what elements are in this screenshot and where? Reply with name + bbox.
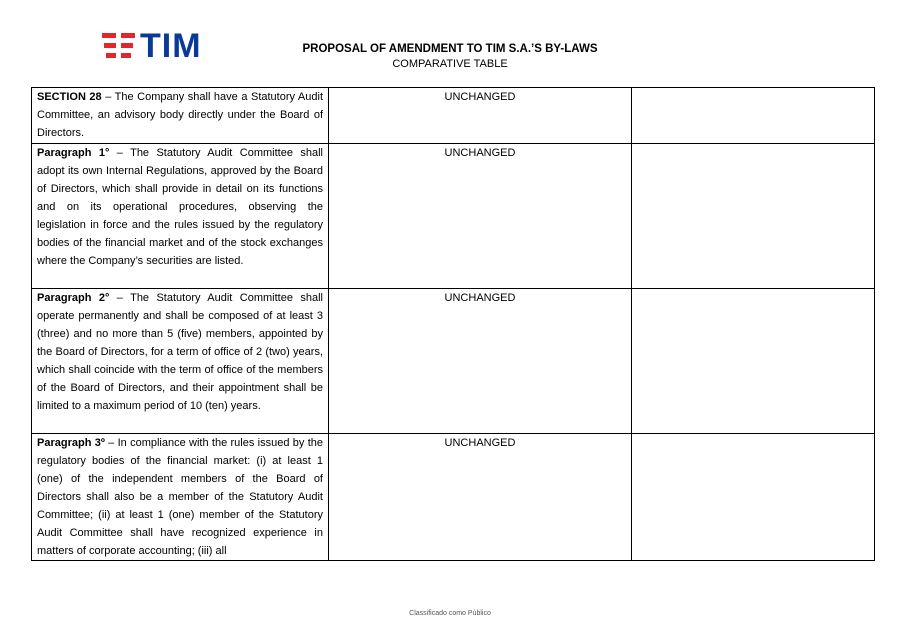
classification-footer: Classificado como Público: [409, 610, 491, 617]
current-text-cell: [32, 144, 329, 289]
proposed-text-cell: [329, 144, 632, 289]
status-text: UNCHANGED: [444, 437, 516, 449]
justification-cell: [632, 88, 875, 144]
current-text-cell: [32, 88, 329, 144]
clause-label: Paragraph 2°: [37, 292, 110, 304]
proposed-text-cell: [329, 289, 632, 434]
status-text: UNCHANGED: [444, 292, 516, 304]
justification-cell: [632, 144, 875, 289]
justification-cell: [632, 434, 875, 561]
clause-text: – In compliance with the rules issued by the regulatory bodies of the financial market: (i) at least 1 (one) of the independent members of the Board of Directors shall also be a member of the Statutory Audit Committee; (ii) at least 1 (one) member of the Statutory Audit Committee shall have recognized experience in matters of corporate accounting; (iii) all: [37, 437, 323, 557]
tim-logo-mark-icon: [102, 32, 136, 60]
clause-text: – The Statutory Audit Committee shall operate permanently and shall be composed of at least 3 (three) and no more than 5 (five) members, appointed by the Board of Directors, for a term of office of 2 (two) years, which shall coincide with the term of office of the members of the Board of Directors, and their appointment shall be limited to a maximum period of 10 (ten) years.: [37, 292, 323, 412]
table-row: [32, 88, 875, 144]
logo-wordmark: TIM: [140, 27, 202, 65]
current-text-cell: [32, 434, 329, 561]
clause-label: SECTION 28: [37, 91, 102, 103]
clause-text: – The Company shall have a Statutory Audit Committee, an advisory body directly under the Board of Directors.: [37, 91, 324, 139]
proposed-text-cell: [329, 434, 632, 561]
table-row: [32, 434, 875, 561]
status-text: UNCHANGED: [444, 91, 516, 103]
tim-logo: [102, 27, 202, 65]
current-text-cell: [32, 289, 329, 434]
status-text: UNCHANGED: [444, 147, 516, 159]
document-title: PROPOSAL OF AMENDMENT TO TIM S.A.’S BY-LAWS: [302, 43, 598, 55]
proposed-text-cell: [329, 88, 632, 144]
clause-label: Paragraph 3º: [37, 437, 105, 449]
table-row: [32, 289, 875, 434]
comparative-table: [31, 87, 875, 561]
document-subtitle: COMPARATIVE TABLE: [392, 58, 508, 70]
clause-text: – The Statutory Audit Committee shall adopt its own Internal Regulations, approved by the Board of Directors, which shall provide in detail on its functions and on its operational procedures, observing the legislation in force and the rules issued by the regulatory bodies of the financial market and of the stock exchanges where the Company’s securities are listed.: [37, 147, 323, 267]
clause-label: Paragraph 1°: [37, 147, 110, 159]
justification-cell: [632, 289, 875, 434]
table-row: [32, 144, 875, 289]
